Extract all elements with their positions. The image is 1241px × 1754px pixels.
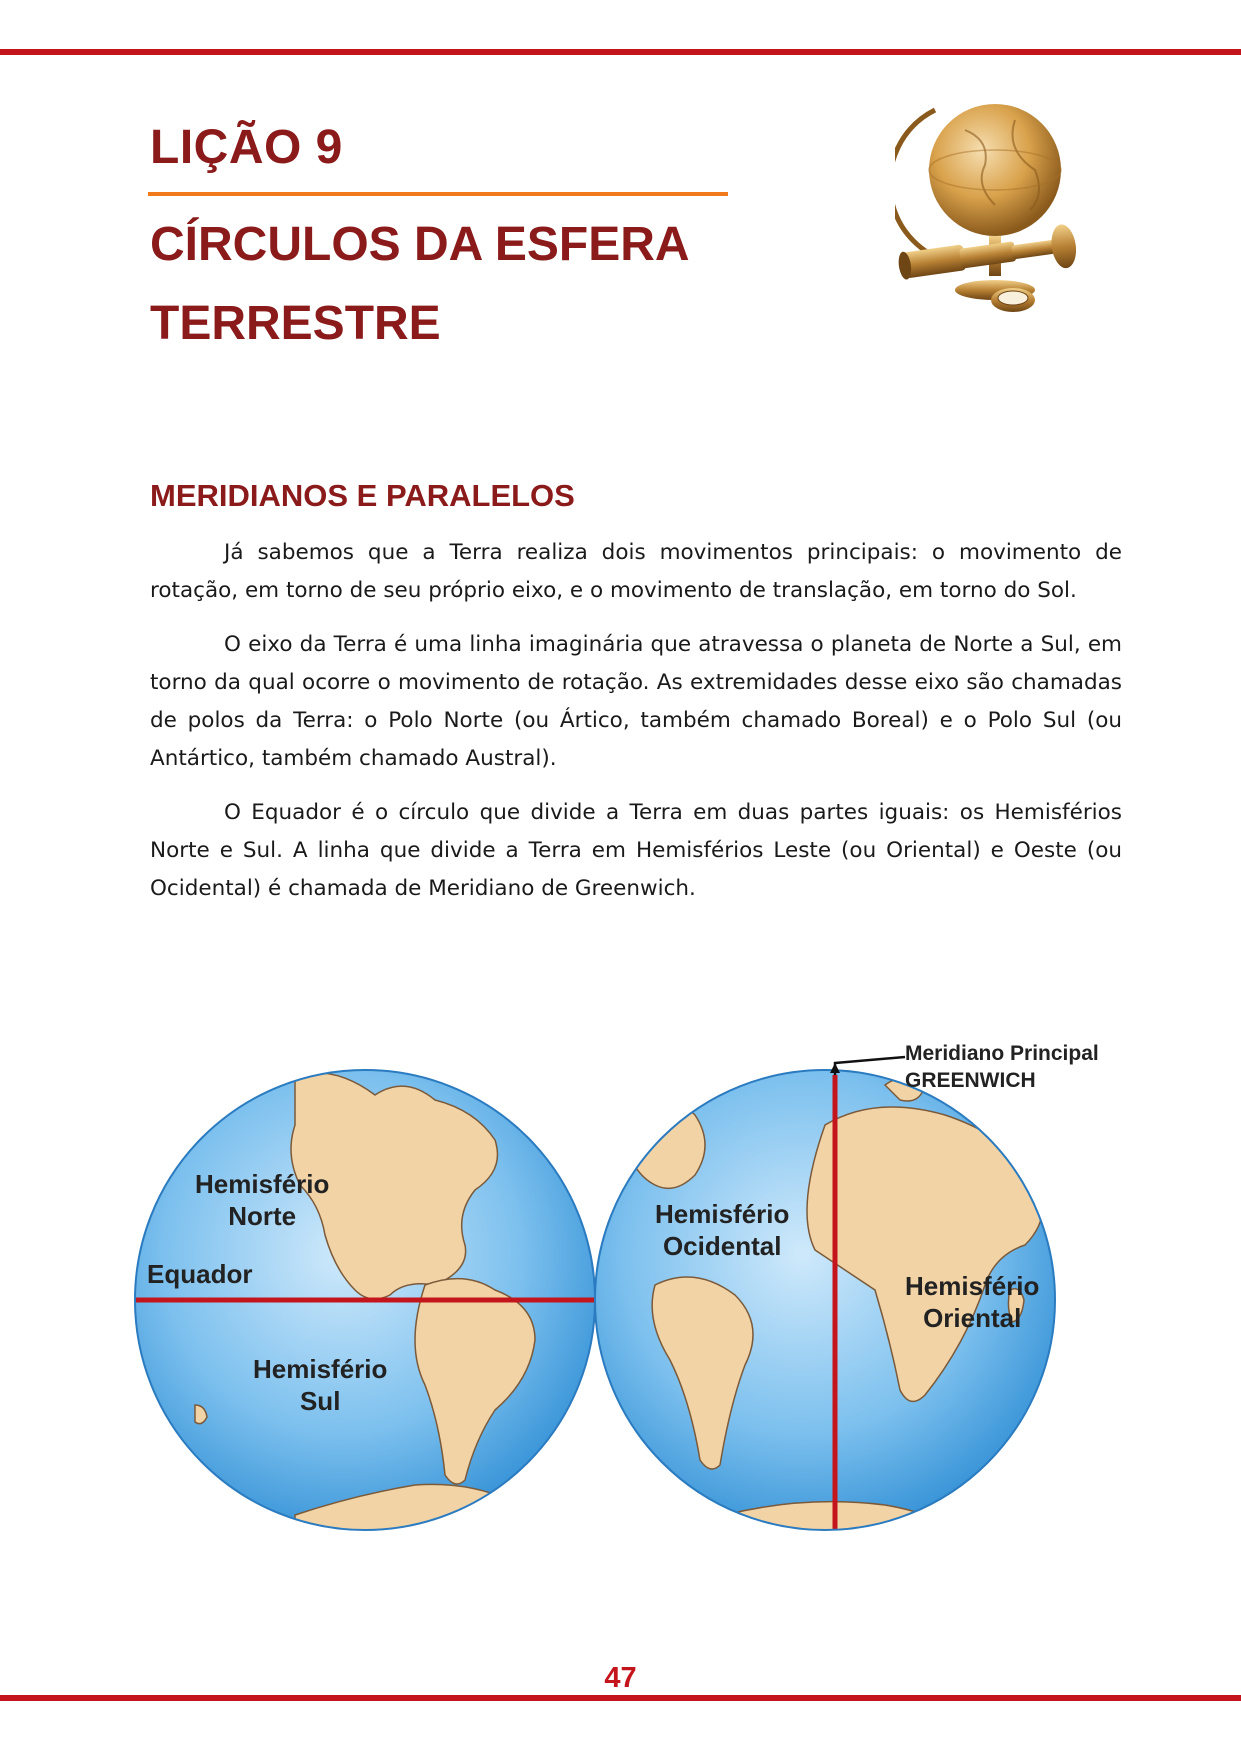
left-globe bbox=[135, 1066, 595, 1555]
lesson-title: CÍRCULOS DA ESFERA TERRESTRE bbox=[150, 218, 688, 350]
label-eastern-hemisphere: Hemisfério Oriental bbox=[905, 1271, 1040, 1333]
top-rule bbox=[0, 49, 1241, 55]
title-underline bbox=[148, 192, 728, 196]
paragraph: Já sabemos que a Terra realiza dois movimentos principais: o movimento de rotação, em torno de seu próprio eixo, e o movimento de translação, em torno do Sol. bbox=[150, 540, 1122, 603]
bottom-rule bbox=[0, 1695, 1241, 1701]
label-western-hemisphere: Hemisfério Ocidental bbox=[655, 1199, 790, 1261]
callout-greenwich: GREENWICH bbox=[905, 1069, 1036, 1092]
body-text bbox=[150, 534, 1122, 924]
callout-prime-meridian: Meridiano Principal bbox=[905, 1042, 1099, 1065]
hemispheres-figure bbox=[125, 1035, 1125, 1555]
lesson-number: LIÇÃO 9 bbox=[150, 121, 343, 174]
label-equator: Equador bbox=[147, 1259, 253, 1289]
page-number: 47 bbox=[604, 1662, 637, 1694]
paragraph: O eixo da Terra é uma linha imaginária que atravessa o planeta de Norte a Sul, em torno da qual ocorre o movimento de rotação. As extremidades desse eixo são chamadas de polos da Terra: o Polo Norte (ou Ártico, também chamado Boreal) e o Polo Sul (ou Antártico, também chamado Austral). bbox=[150, 632, 1122, 771]
section-heading: MERIDIANOS E PARALELOS bbox=[150, 478, 575, 513]
label-northern-hemisphere: Hemisfério Norte bbox=[195, 1169, 330, 1231]
paragraph: O Equador é o círculo que divide a Terra em duas partes iguais: os Hemisférios Norte e Sul. A linha que divide a Terra em Hemisférios Leste (ou Oriental) e Oeste (ou Ocidental) é chamada de Meridiano de Greenwich. bbox=[150, 800, 1122, 901]
label-southern-hemisphere: Hemisfério Sul bbox=[253, 1354, 388, 1416]
antique-globe-icon bbox=[895, 90, 1095, 330]
